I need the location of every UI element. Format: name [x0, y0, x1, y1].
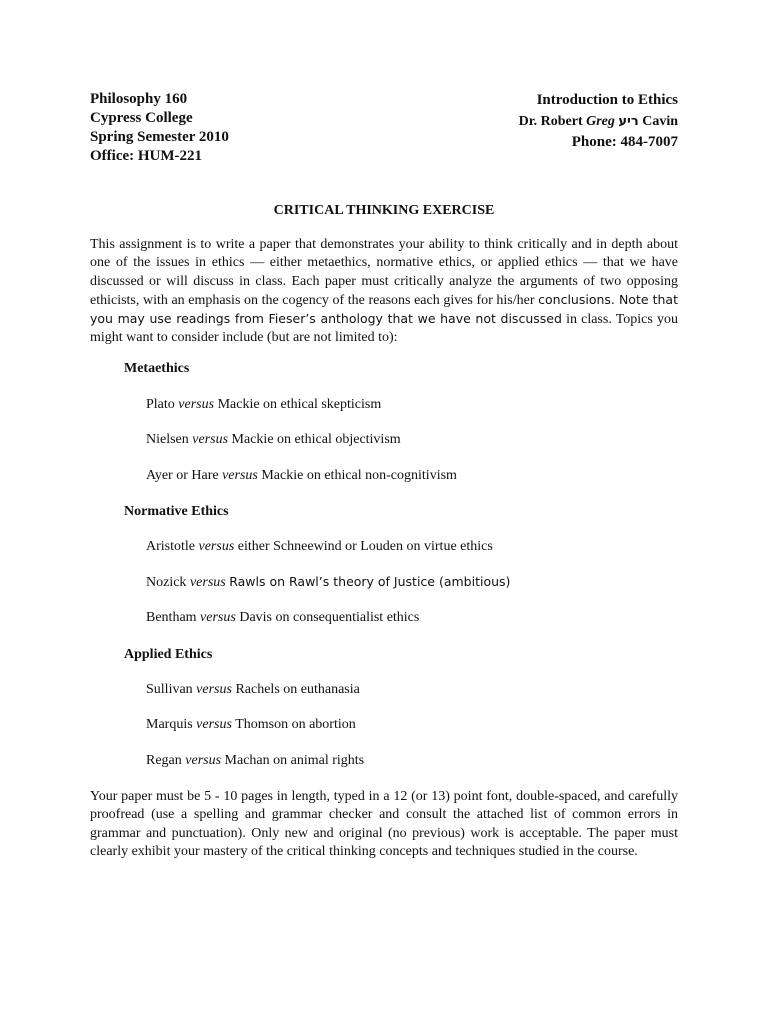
topic-item — [146, 682, 360, 698]
topic-author-b: Mackie on ethical skepticism — [217, 397, 382, 412]
document-page — [90, 0, 678, 1024]
course-number: Philosophy 160 — [90, 91, 188, 107]
topic-versus: versus — [185, 753, 222, 768]
instructor-info-block — [519, 90, 678, 153]
section-heading-applied-ethics: Applied Ethics — [124, 647, 213, 662]
course-title: Introduction to Ethics — [536, 92, 678, 108]
instructor-middle: Greg — [586, 114, 615, 129]
topic-item — [146, 717, 356, 733]
topic-item — [146, 468, 457, 484]
topic-versus: versus — [196, 682, 232, 697]
topic-author-b: Rawls on Rawl’s theory of Justice (ambitious) — [229, 574, 511, 589]
topic-item — [146, 432, 401, 448]
intro-text-2: conclusions. Note that you may use readings from Fieser’s anthology that we have not discussed — [90, 291, 678, 327]
topic-item — [146, 574, 510, 591]
topic-author-b: Machan on animal rights — [224, 753, 365, 768]
topic-author-a: Ayer or Hare — [146, 468, 219, 483]
topic-author-b: Rachels on euthanasia — [235, 682, 360, 697]
topic-versus: versus — [192, 432, 229, 447]
topic-versus: versus — [189, 575, 226, 590]
course-info-block — [90, 90, 229, 166]
topic-versus: versus — [178, 397, 215, 412]
topic-versus: versus — [196, 717, 232, 732]
office: Office: HUM-221 — [90, 148, 203, 164]
topic-item — [146, 610, 419, 626]
intro-text-3: in class. Topics you might want to consider include (but are not limited to): — [90, 312, 679, 346]
college-name: Cypress College — [90, 110, 193, 126]
topic-versus: versus — [222, 468, 258, 483]
intro-text-1: This assignment is to write a paper that demonstrates your ability to think critically and in depth about one of the issues in ethics — either metaethics, normative ethics, or applied ethics — that we have discussed or will discuss in class. Each paper must critically analyze the arguments of two opposing ethicists, with an emphasis on the cogency of the reasons each gives for his/her — [90, 237, 678, 308]
topic-author-a: Bentham — [146, 610, 197, 625]
section-heading-metaethics: Metaethics — [124, 361, 190, 376]
page-title: CRITICAL THINKING EXERCISE — [273, 203, 495, 218]
instructor-last: Cavin — [642, 114, 678, 129]
topic-item — [146, 539, 493, 555]
topic-author-b: either Schneewind or Louden on virtue ethics — [237, 539, 493, 554]
topic-author-a: Sullivan — [146, 682, 193, 697]
topic-versus: versus — [198, 539, 235, 554]
topic-author-a: Nielsen — [146, 432, 189, 447]
topic-author-a: Regan — [146, 753, 182, 768]
section-heading-normative-ethics: Normative Ethics — [124, 504, 229, 519]
topic-author-a: Aristotle — [146, 539, 195, 554]
instructor-hebrew: ריע — [618, 114, 639, 129]
topic-author-a: Plato — [146, 397, 175, 412]
requirements-paragraph: Your paper must be 5 - 10 pages in length, typed in a 12 (or 13) point font, double-spaced, and carefully proofread (use a spelling and grammar checker and consult the attached list of common errors in grammar and punctuation). Only new and original (no previous) work is acceptable. The paper must clearly exhibit your mastery of the critical thinking concepts and techniques studied in the course. — [90, 789, 678, 859]
topic-item — [146, 397, 381, 413]
semester: Spring Semester 2010 — [90, 129, 229, 145]
topic-versus: versus — [200, 610, 236, 625]
topic-author-b: Mackie on ethical non-cognitivism — [261, 468, 457, 483]
instructor-name — [519, 111, 678, 132]
topic-author-b: Davis on consequentialist ethics — [239, 610, 420, 625]
topic-author-b: Thomson on abortion — [235, 717, 356, 732]
topic-author-a: Nozick — [146, 575, 187, 590]
instructor-prefix: Dr. Robert — [518, 114, 583, 129]
phone: Phone: 484-7007 — [571, 134, 678, 150]
topic-item — [146, 753, 364, 769]
intro-paragraph — [90, 236, 678, 348]
topic-author-b: Mackie on ethical objectivism — [231, 432, 401, 447]
topic-author-a: Marquis — [146, 717, 193, 732]
